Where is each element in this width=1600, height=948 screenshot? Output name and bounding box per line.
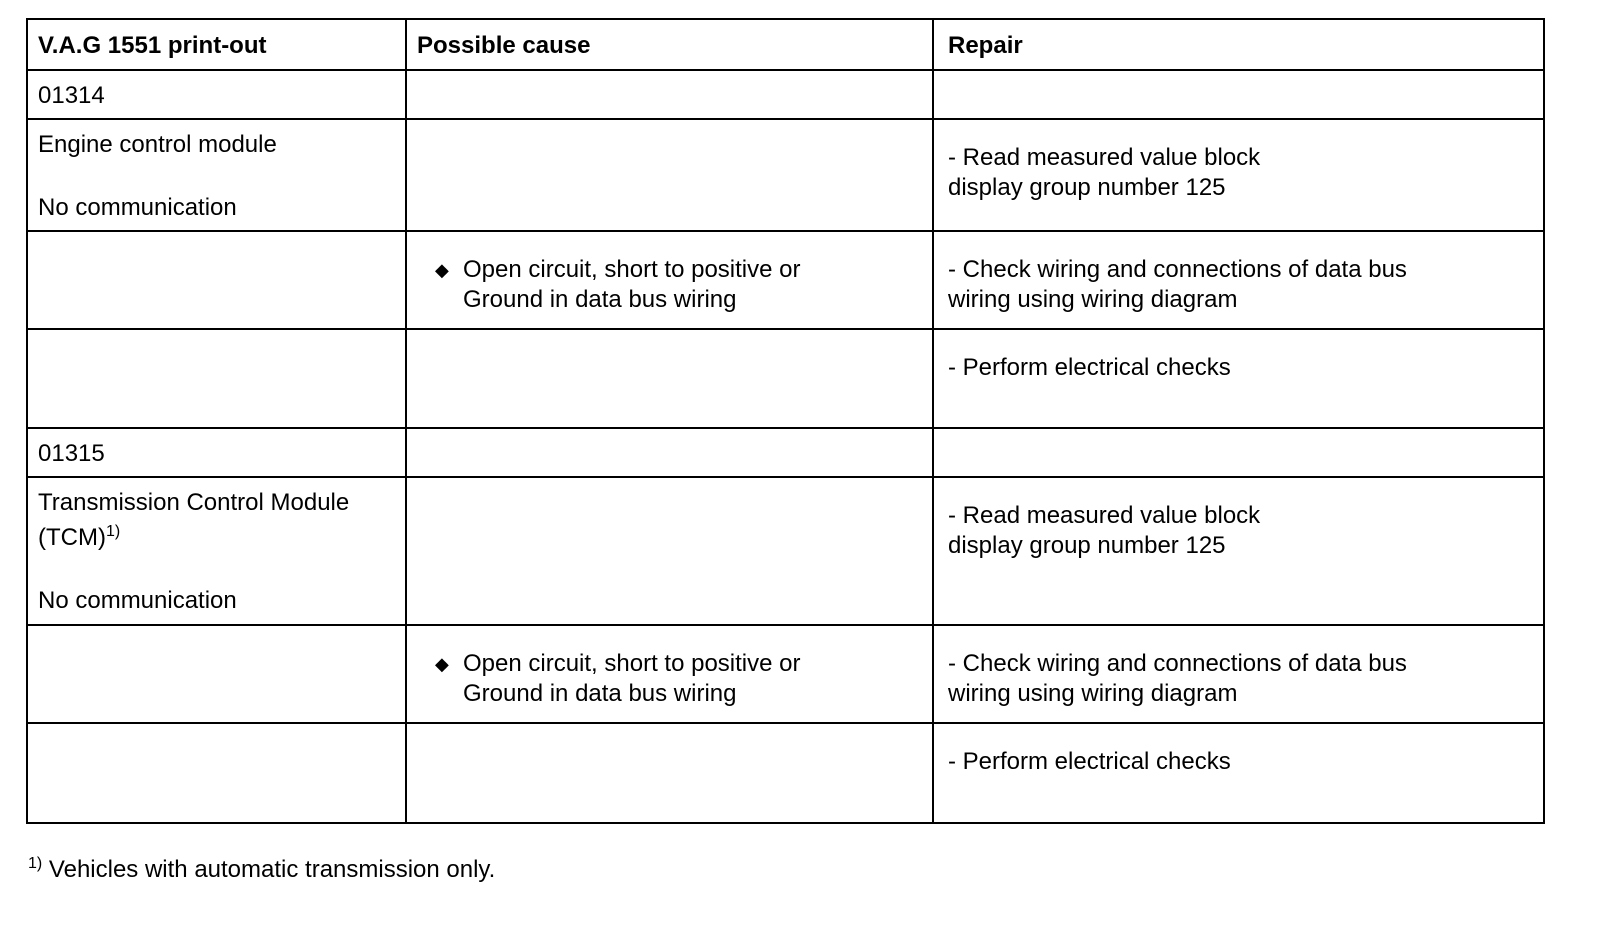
- header-printout: V.A.G 1551 print-out: [27, 19, 406, 70]
- fault-code: 01314: [27, 70, 406, 119]
- diamond-bullet-icon: ◆: [435, 654, 449, 674]
- repair-step: - Perform electrical checks: [933, 723, 1544, 823]
- table-row: [27, 329, 1544, 428]
- repair-step: - Read measured value block: [948, 502, 1261, 529]
- fault-status: No communication: [38, 194, 237, 221]
- module-name: Transmission Control Module: [38, 489, 350, 516]
- repair-step: - Check wiring and connections of data bus: [948, 650, 1407, 677]
- possible-cause: Open circuit, short to positive or: [463, 256, 801, 283]
- footnote-text: Vehicles with automatic transmission only.: [48, 856, 496, 883]
- repair-step: wiring using wiring diagram: [948, 680, 1238, 707]
- table-row: [27, 70, 1544, 119]
- repair-step: display group number 125: [948, 174, 1226, 201]
- table-row: [27, 723, 1544, 823]
- fault-code: 01315: [27, 428, 406, 477]
- repair-step: - Perform electrical checks: [933, 329, 1544, 428]
- repair-step: display group number 125: [948, 532, 1226, 559]
- repair-step: wiring using wiring diagram: [948, 286, 1238, 313]
- repair-step: - Read measured value block: [948, 144, 1261, 171]
- diagnostic-table: [26, 18, 1545, 824]
- table-row: [27, 477, 1544, 625]
- footnote-ref: 1): [105, 523, 121, 540]
- possible-cause: Ground in data bus wiring: [463, 680, 737, 707]
- repair-step: - Check wiring and connections of data bus: [948, 256, 1407, 283]
- footnote: [28, 855, 495, 885]
- header-cause: Possible cause: [406, 19, 933, 70]
- possible-cause: Ground in data bus wiring: [463, 286, 737, 313]
- footnote-mark: 1): [28, 855, 43, 872]
- module-abbr: (TCM): [38, 524, 106, 551]
- header-repair: Repair: [933, 19, 1544, 70]
- table-header-row: [27, 19, 1544, 70]
- possible-cause: Open circuit, short to positive or: [463, 650, 801, 677]
- table-row: [27, 625, 1544, 723]
- table-row: [27, 231, 1544, 329]
- diamond-bullet-icon: ◆: [435, 260, 449, 280]
- table-row: [27, 428, 1544, 477]
- fault-status: No communication: [38, 587, 237, 614]
- table-row: [27, 119, 1544, 231]
- module-name: Engine control module: [38, 131, 277, 158]
